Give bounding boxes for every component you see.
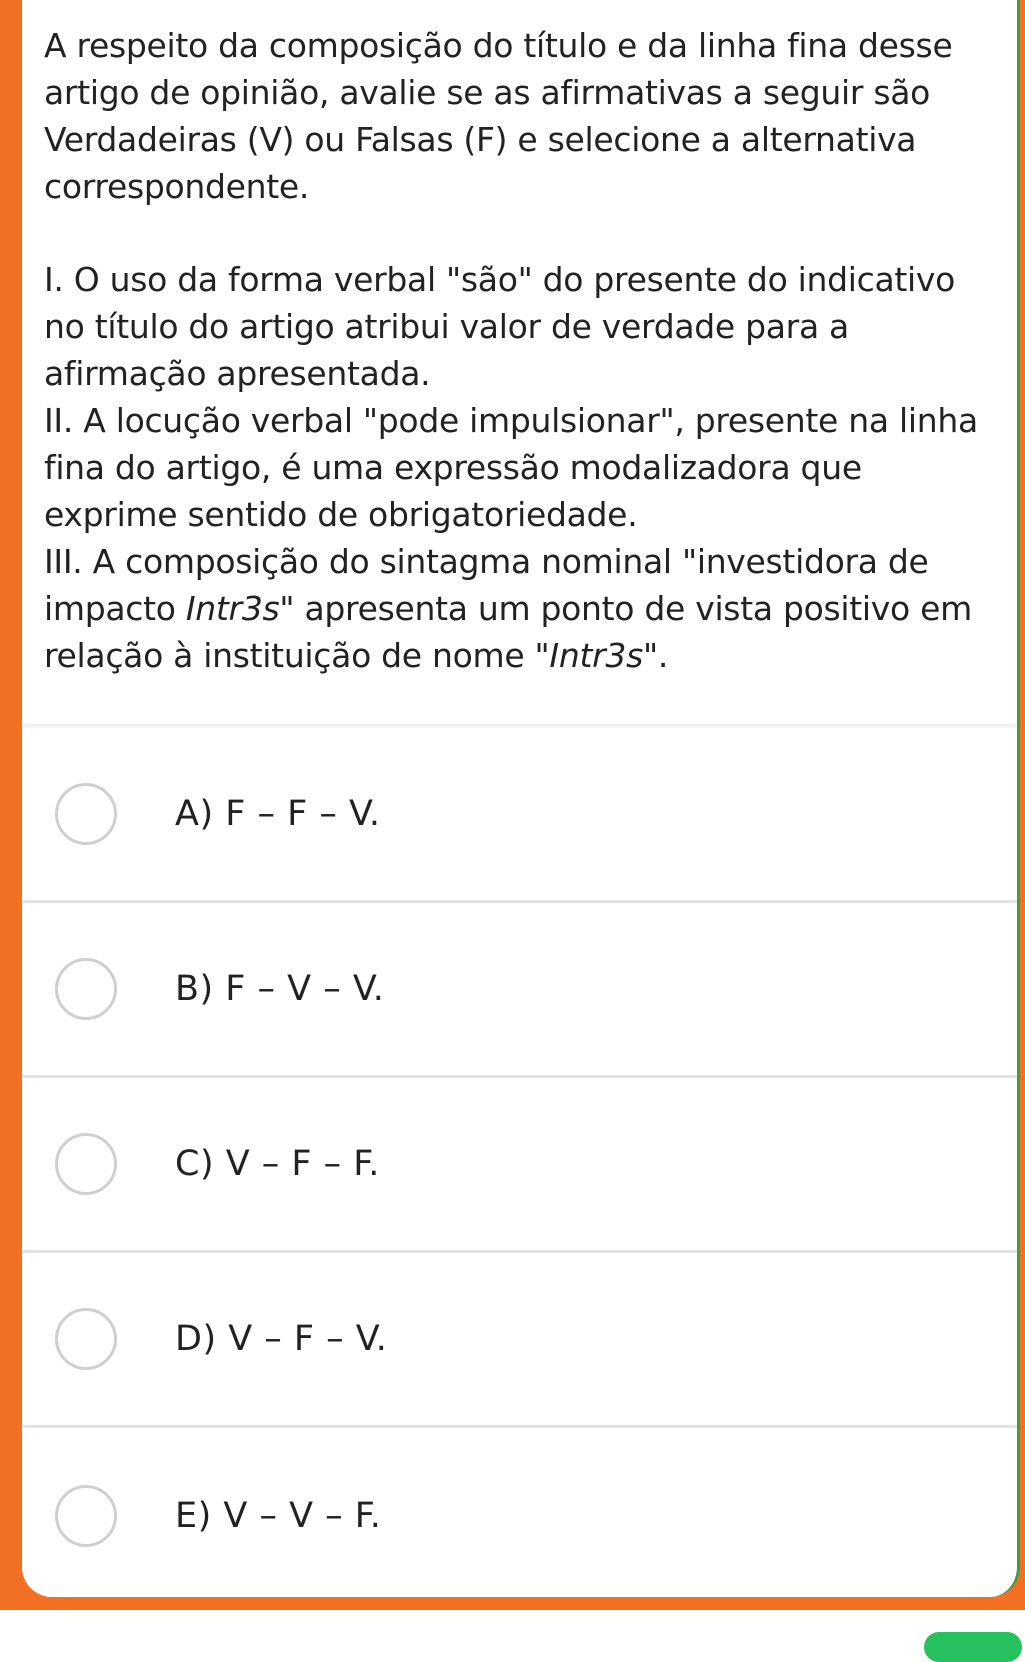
radio-button-icon[interactable] xyxy=(55,783,117,845)
statement-1: I. O uso da forma verbal "são" do presente do indicativo no título do artigo atribui valor de verdade para a afirmação apresentada. xyxy=(44,260,956,393)
option-label: D) V – F – V. xyxy=(175,1319,388,1359)
option-label: B) F – V – V. xyxy=(175,969,385,1009)
option-e[interactable] xyxy=(22,1428,1017,1597)
radio-button-icon[interactable] xyxy=(55,1133,117,1195)
statement-3-prefix: III. A composição do sintagma nominal "investidora de impacto xyxy=(44,542,929,628)
option-label: E) V – V – F. xyxy=(175,1495,382,1536)
option-a[interactable] xyxy=(22,728,1017,903)
green-action-button[interactable] xyxy=(924,1632,1022,1662)
statement-3-middle: " apresenta um ponto de vista positivo em relação à instituição de nome " xyxy=(44,589,972,675)
option-d[interactable] xyxy=(22,1253,1017,1428)
question-card xyxy=(22,0,1020,1597)
question-intro: A respeito da composição do título e da linha fina desse artigo de opinião, avalie se as afirmativas a seguir são Verdadeiras (V) ou Falsas (F) e selecione a alternativa correspondente. xyxy=(44,26,953,206)
radio-button-icon[interactable] xyxy=(55,958,117,1020)
statement-3 xyxy=(44,538,993,679)
brand-name-italic: Intr3s xyxy=(185,589,280,628)
brand-name-italic: Intr3s xyxy=(549,636,643,675)
radio-button-icon[interactable] xyxy=(55,1308,117,1370)
option-label: C) V – F – F. xyxy=(175,1144,380,1184)
option-c[interactable] xyxy=(22,1078,1017,1253)
question-text xyxy=(22,0,1017,706)
option-b[interactable] xyxy=(22,903,1017,1078)
statement-2: II. A locução verbal "pode impulsionar", presente na linha fina do artigo, é uma expressão modalizadora que exprime sentido de obrigatoriedade. xyxy=(44,401,978,534)
option-label: A) F – F – V. xyxy=(175,794,381,834)
statement-3-suffix: ". xyxy=(642,636,669,675)
radio-button-icon[interactable] xyxy=(55,1485,117,1547)
answer-options xyxy=(22,728,1017,1597)
